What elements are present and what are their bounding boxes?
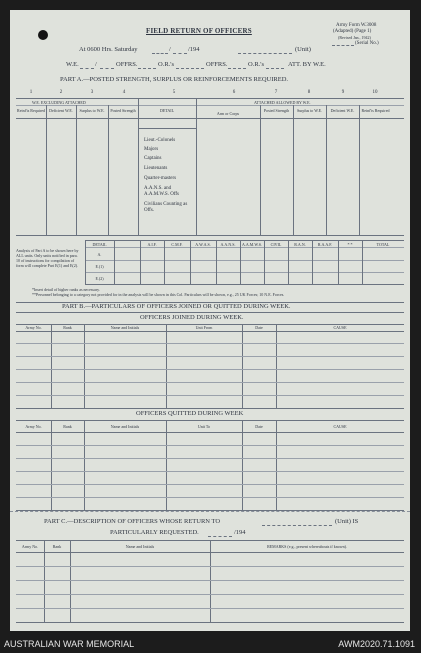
quitted-header: Rank (63, 424, 72, 429)
joined-title: OFFICERS JOINED DURING WEEK. (140, 314, 244, 321)
col-number: 9 (341, 90, 345, 95)
col-header: Surplus to W.E. (296, 108, 323, 113)
col-number: 8 (307, 90, 311, 95)
joined-header: Army No. (25, 325, 42, 330)
part-c-unit-suffix: (Unit) IS (335, 518, 359, 525)
offrs2-label: OFFRS. (206, 61, 228, 68)
quitted-header: Date (255, 424, 263, 429)
ors2-label: O.R.'s (248, 61, 264, 68)
col-number: 10 (372, 90, 378, 95)
analysis-header: C.M.F. (171, 242, 183, 247)
analysis-row-label: E.(1) (95, 264, 104, 269)
col-header: DETAIL (159, 108, 175, 113)
analysis-header: A.I.F. (147, 242, 157, 247)
serial-field[interactable] (332, 45, 354, 46)
analysis-header: * * (347, 242, 353, 247)
rank-item: Majors (144, 147, 159, 152)
quitted-header: Unit To (197, 424, 211, 429)
analysis-header: R.A.N. (294, 242, 306, 247)
part-c-header: REMARKS (e.g., present whereabouts if known). (267, 544, 347, 549)
footer-institution: AUSTRALIAN WAR MEMORIAL (4, 639, 135, 649)
perforation-line (10, 511, 410, 512)
part-c-date-field[interactable] (208, 536, 232, 537)
quitted-title: OFFICERS QUITTED DURING WEEK (136, 410, 244, 417)
ors-label: O.R.'s (158, 61, 174, 68)
ors2-field[interactable] (266, 68, 284, 69)
joined-header: Name and Initials (110, 325, 140, 330)
rank-item: Civilians Counting as Offs. (144, 202, 188, 213)
part-c-heading-1: PART C.—DESCRIPTION OF OFFICERS WHOSE RETURN TO (44, 518, 221, 525)
rank-item: Lieut.-Colonels (144, 138, 176, 143)
group-right-label: ATTACHED ALLOWED BY W.E. (254, 100, 311, 105)
quitted-header: CAUSE (333, 424, 347, 429)
joined-header: Date (255, 325, 263, 330)
analysis-header: DETAIL (92, 242, 107, 247)
form-title: FIELD RETURN OF OFFICERS (146, 27, 252, 35)
col-number: 1 (29, 90, 33, 95)
col-header: Deficient W.E. (49, 108, 73, 113)
day-field[interactable] (152, 53, 168, 54)
date-line-prefix: At 0600 Hrs. Saturday (79, 46, 138, 53)
att-label: ATT. BY W.E. (288, 61, 326, 68)
analysis-header: TOTAL (376, 242, 390, 247)
rank-item: Quarter-masters (144, 176, 177, 181)
col-number: 3 (90, 90, 94, 95)
joined-header: CAUSE (333, 325, 347, 330)
footnote-2: **Personnel belonging to a category not provided for in the analysis will be shown in this Col. Particulars will be shown, e.g., 25 UK Forces; 10 N.E. Forces. (32, 292, 285, 297)
form-id: Army Form W.3008 (336, 23, 377, 28)
analysis-header: R.A.A.F. (317, 242, 333, 247)
analysis-row-label: E.(2) (95, 276, 104, 281)
date-slash-2: /194 (188, 46, 200, 53)
part-c-unit-field[interactable] (262, 525, 332, 526)
part-c-heading-2: PARTICULARLY REQUESTED. (110, 529, 199, 536)
analysis-header: A.A.N.S. (220, 242, 236, 247)
analysis-note: Analysis of Part A to be shown here by ALL units. Only units notified in para. 10 of instructions for compilation of form will complete Part E(1) and E(2). (16, 248, 79, 268)
rank-item: Captains (144, 156, 162, 161)
rank-item: Lieutenants (144, 166, 168, 171)
unit-field[interactable] (238, 53, 292, 54)
part-c-header: Rank (52, 544, 62, 549)
analysis-header: CIVIL (270, 242, 282, 247)
rank-item: A.A.N.S. and A.A.M.W.S. Offs (144, 186, 180, 197)
unit-label: (Unit) (295, 46, 311, 53)
footer-accession-number: AWM2020.71.1091 (338, 639, 415, 649)
month-field[interactable] (173, 53, 187, 54)
group-left-label: W.E. EXCLUDING ATTACHED (32, 100, 86, 105)
joined-header: Unit From (195, 325, 213, 330)
col-header: Posted Strength (110, 108, 136, 113)
form-revised: (Revised Jan., 1942) (338, 35, 371, 40)
col-header: Deficient W.E. (330, 108, 355, 113)
col-header: Surplus to W.E. (79, 108, 105, 113)
date-slash-1: / (169, 46, 171, 53)
serial-label: (Serial No.) (355, 41, 379, 46)
analysis-row-label: A. (97, 252, 102, 257)
punch-hole (38, 30, 48, 40)
col-number: 4 (122, 90, 126, 95)
we-field-2[interactable] (100, 68, 114, 69)
offrs-label: OFFRS. (116, 61, 138, 68)
col-header: Reinf'ts Required (361, 108, 390, 113)
archive-footer (0, 637, 421, 653)
footnote-1: *Insert detail of higher ranks as necessary. (32, 287, 100, 292)
offrs2-field[interactable] (228, 68, 246, 69)
part-c-header: Name and Initials (125, 544, 155, 549)
analysis-header: A.W.A.S. (195, 242, 211, 247)
joined-header: Rank (63, 325, 72, 330)
part-c-header: Army No. (21, 544, 39, 549)
form-sheet (10, 10, 410, 631)
col-header: Reinf'ts Required (17, 108, 45, 113)
we-field-1[interactable] (80, 68, 94, 69)
part-b-heading: PART B.—PARTICULARS OF OFFICERS JOINED OR QUITTED DURING WEEK. (62, 303, 291, 310)
we-slash: / (95, 61, 97, 68)
part-c-date-suffix: /194 (234, 529, 246, 536)
col-number: 2 (59, 90, 63, 95)
col-number: 6 (232, 90, 236, 95)
col-number: 5 (172, 90, 176, 95)
quitted-header: Army No. (25, 424, 42, 429)
col-header: Arm or Corps (216, 111, 240, 116)
ors-field[interactable] (176, 68, 204, 69)
quitted-header: Name and Initials (110, 424, 140, 429)
col-header: Posted Strength (263, 108, 290, 113)
part-a-heading: PART A.—POSTED STRENGTH, SURPLUS OR REINFORCEMENTS REQUIRED. (60, 76, 289, 83)
analysis-header: A.A.M.W.S. (242, 242, 262, 247)
form-adapted: (Adapted) (Page 1) (333, 29, 372, 34)
offrs-field[interactable] (138, 68, 156, 69)
we-label: W.E. (66, 61, 79, 68)
col-number: 7 (274, 90, 278, 95)
